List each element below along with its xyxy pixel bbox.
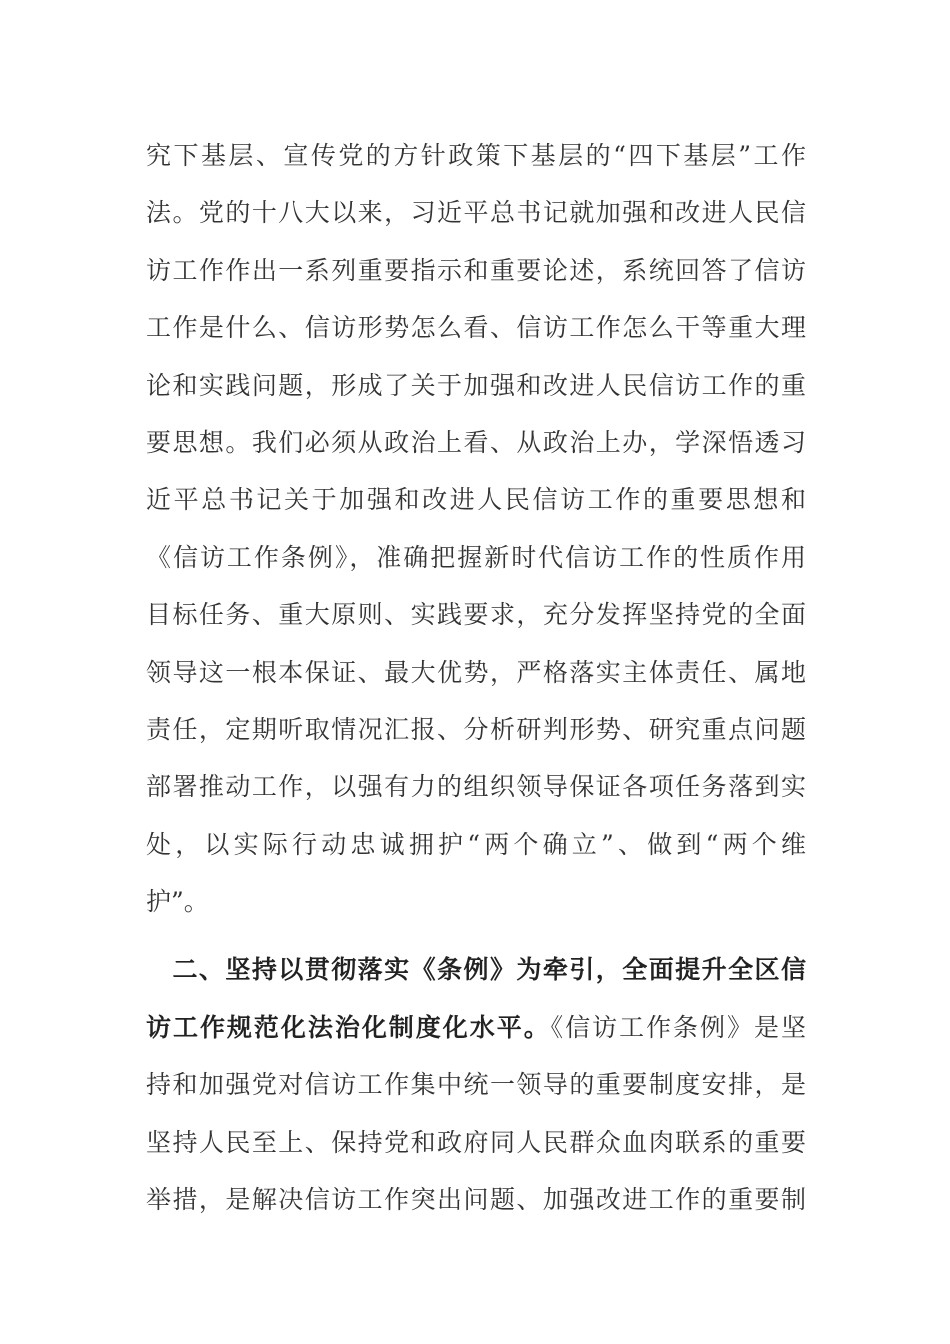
text-line: 责任，定期听取情况汇报、分析研判形势、研究重点问题 [146,714,806,744]
text-line: 究下基层、宣传党的方针政策下基层的“四下基层”工作 [146,141,806,170]
text-line: 访工作作出一系列重要指示和重要论述，系统回答了信访 [146,255,806,285]
text-line: 论和实践问题，形成了关于加强和改进人民信访工作的重 [146,370,806,400]
text-line: 持和加强党对信访工作集中统一领导的重要制度安排，是 [146,1070,806,1100]
text-line: 坚持人民至上、保持党和政府同人民群众血肉联系的重要 [146,1127,806,1157]
text-line: 要思想。我们必须从政治上看、从政治上办，学深悟透习 [146,427,806,457]
section-heading: 二、坚持以贯彻落实《条例》为牵引，全面提升全区信 [146,955,806,985]
text-line: 处，以实际行动忠诚拥护“两个确立”、做到“两个维 [146,829,806,859]
text-line: 工作是什么、信访形势怎么看、信访工作怎么干等重大理 [146,313,806,343]
text-line: 目标任务、重大原则、实践要求，充分发挥坚持党的全面 [146,600,806,630]
text-line: 举措，是解决信访工作突出问题、加强改进工作的重要制 [146,1185,806,1215]
text-line: 部署推动工作，以强有力的组织领导保证各项任务落到实 [146,772,806,802]
text-line [146,999,806,1056]
paragraph-gap [146,930,806,941]
document-body [146,127,806,1228]
text-line: 领导这一根本保证、最大优势，严格落实主体责任、属地 [146,657,806,687]
paragraph-2 [146,941,806,1228]
text-line: 近平总书记关于加强和改进人民信访工作的重要思想和 [146,485,806,515]
text-line-rest: 《信访工作条例》是坚 [550,1012,806,1042]
paragraph-1 [146,127,806,930]
text-line: 法。党的十八大以来，习近平总书记就加强和改进人民信 [146,198,806,228]
text-line: 《信访工作条例》，准确把握新时代信访工作的性质作用 [146,542,806,572]
section-heading-end: 访工作规范化法治化制度化水平。 [146,1012,551,1042]
text-line: 护”。 [146,887,209,917]
